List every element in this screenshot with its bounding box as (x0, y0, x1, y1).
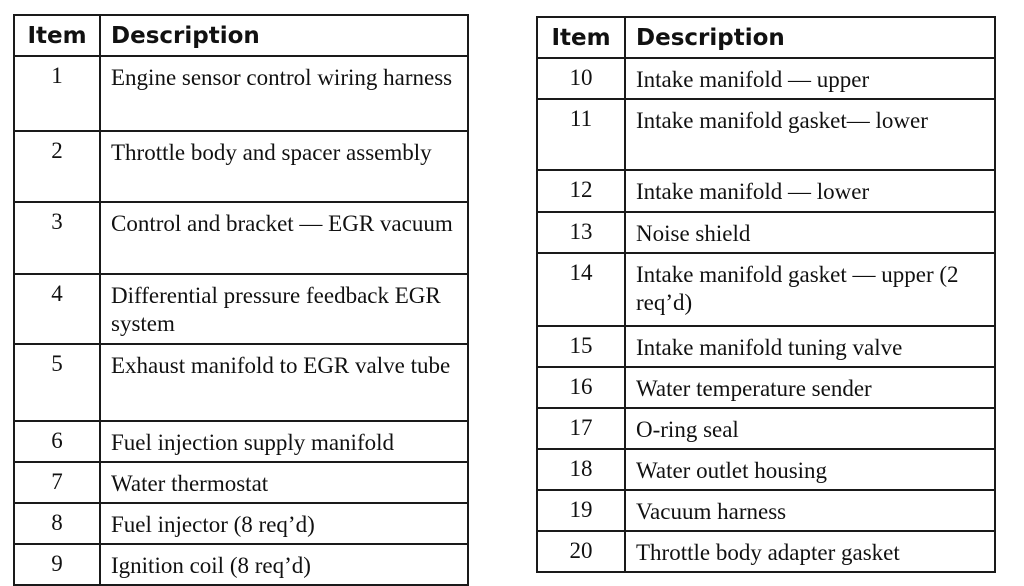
parts-table-left (13, 14, 469, 586)
item-number: 18 (537, 449, 625, 490)
table-row (14, 344, 468, 421)
item-column-header: Item (537, 17, 625, 58)
item-description: Fuel injector (8 req’d) (100, 503, 468, 544)
item-column-header: Item (14, 15, 100, 56)
item-description: Engine sensor control wiring harness (100, 56, 468, 131)
item-description: Water outlet housing (625, 449, 995, 490)
table-row (14, 202, 468, 274)
table-row (537, 99, 995, 170)
item-number: 11 (537, 99, 625, 170)
table-row (537, 367, 995, 408)
item-description: Exhaust manifold to EGR valve tube (100, 344, 468, 421)
table-row (537, 408, 995, 449)
item-number: 15 (537, 326, 625, 367)
item-description: Vacuum harness (625, 490, 995, 531)
table-row (537, 253, 995, 326)
table-row (537, 170, 995, 212)
table-row (537, 490, 995, 531)
table-header-row (14, 15, 468, 56)
item-description: Noise shield (625, 212, 995, 253)
item-number: 14 (537, 253, 625, 326)
item-description: Water temperature sender (625, 367, 995, 408)
table-row (14, 421, 468, 462)
table-row (14, 274, 468, 344)
table-row (537, 531, 995, 572)
item-number: 13 (537, 212, 625, 253)
item-description: Differential pressure feedback EGR system (100, 274, 468, 344)
item-number: 1 (14, 56, 100, 131)
item-number: 4 (14, 274, 100, 344)
item-number: 16 (537, 367, 625, 408)
item-description: Water thermostat (100, 462, 468, 503)
item-number: 19 (537, 490, 625, 531)
item-description: Fuel injection supply manifold (100, 421, 468, 462)
description-column-header: Description (100, 15, 468, 56)
table-row (14, 544, 468, 585)
item-description: Intake manifold tuning valve (625, 326, 995, 367)
item-description: O-ring seal (625, 408, 995, 449)
item-number: 6 (14, 421, 100, 462)
item-number: 7 (14, 462, 100, 503)
table-row (14, 462, 468, 503)
table-row (537, 449, 995, 490)
table-header-row (537, 17, 995, 58)
item-number: 8 (14, 503, 100, 544)
item-number: 9 (14, 544, 100, 585)
parts-table-right (536, 16, 996, 573)
item-description: Throttle body and spacer assembly (100, 131, 468, 202)
item-number: 17 (537, 408, 625, 449)
item-number: 12 (537, 170, 625, 212)
item-description: Intake manifold — lower (625, 170, 995, 212)
item-number: 5 (14, 344, 100, 421)
table-row (14, 503, 468, 544)
item-description: Control and bracket — EGR vacuum (100, 202, 468, 274)
table-row (14, 131, 468, 202)
table-row (537, 212, 995, 253)
item-description: Intake manifold — upper (625, 58, 995, 99)
table-row (537, 326, 995, 367)
item-number: 2 (14, 131, 100, 202)
item-description: Intake manifold gasket — upper (2 req’d) (625, 253, 995, 326)
table-row (537, 58, 995, 99)
item-description: Ignition coil (8 req’d) (100, 544, 468, 585)
item-number: 10 (537, 58, 625, 99)
item-number: 3 (14, 202, 100, 274)
description-column-header: Description (625, 17, 995, 58)
table-row (14, 56, 468, 131)
item-description: Throttle body adapter gasket (625, 531, 995, 572)
item-number: 20 (537, 531, 625, 572)
item-description: Intake manifold gasket— lower (625, 99, 995, 170)
